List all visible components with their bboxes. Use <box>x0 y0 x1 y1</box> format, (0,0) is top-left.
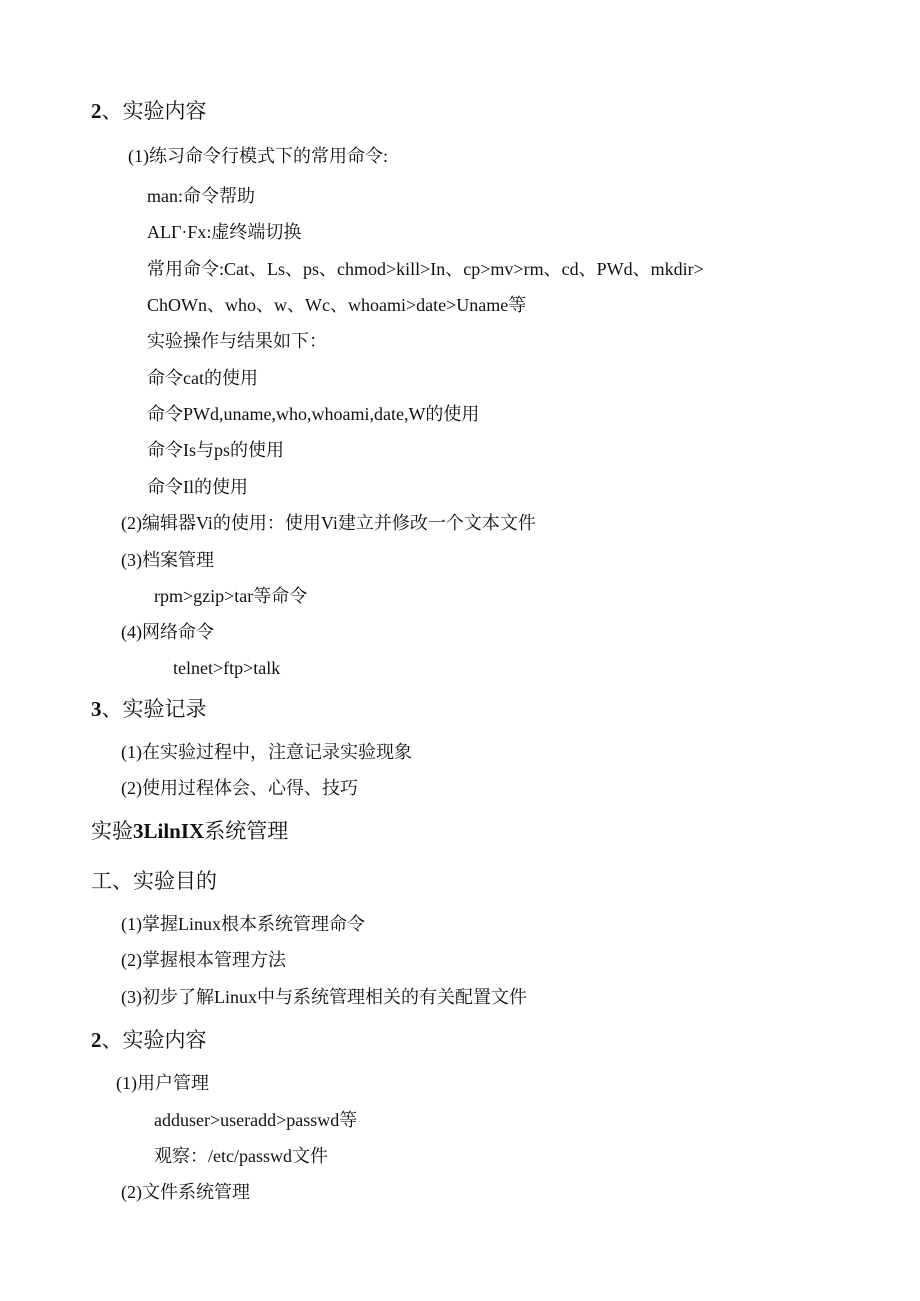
experiment-title <box>91 821 288 842</box>
list-item: rpm>gzip>tar等命令 <box>154 586 308 606</box>
heading-text: 、实验内容 <box>101 99 207 123</box>
title-prefix: 实验 <box>91 819 133 843</box>
list-item: 命令PWd,uname,who,whoami,date,W的使用 <box>147 404 480 424</box>
list-item: 实验操作与结果如下： <box>147 331 327 351</box>
list-item: (2)使用过程体会、心得、技巧 <box>121 778 358 798</box>
heading-number: 2 <box>91 1028 102 1052</box>
heading-text: 、实验内容 <box>101 1028 207 1052</box>
heading-text: 、实验记录 <box>101 697 207 721</box>
list-item: (2)掌握根本管理方法 <box>121 950 286 970</box>
list-item: (2)编辑器Vi的使用：使用Vi建立并修改一个文本文件 <box>121 513 536 533</box>
list-item: 命令cat的使用 <box>147 368 258 388</box>
heading-number: 2 <box>91 99 102 123</box>
list-item: (1)在实验过程中，注意记录实验现象 <box>121 742 412 762</box>
list-item: adduser>useradd>passwd等 <box>154 1110 358 1130</box>
list-item: (3)初步了解Linux中与系统管理相关的有关配置文件 <box>121 987 527 1007</box>
title-bold: 3LilnIX <box>133 819 205 843</box>
list-item: 命令Is与ps的使用 <box>147 440 285 460</box>
list-item: ALΓ·Fx:虚终端切换 <box>147 222 302 242</box>
section-heading-experiment-content <box>91 101 207 122</box>
list-item: telnet>ftp>talk <box>173 658 281 678</box>
list-item: 命令Il的使用 <box>147 477 248 497</box>
list-item: 观察：/etc/passwd文件 <box>154 1146 328 1166</box>
title-suffix: 系统管理 <box>204 819 289 843</box>
list-item: (1)用户管理 <box>116 1073 209 1093</box>
list-item: (4)网络命令 <box>121 622 214 642</box>
section-heading-experiment-goal: 工、实验目的 <box>91 869 217 893</box>
list-item: ChOWn、who、w、Wc、whoami>date>Uname等 <box>147 295 527 315</box>
heading-number: 3 <box>91 697 102 721</box>
list-item: 常用命令:Cat、Ls、ps、chmod>kill>In、cp>mv>rm、cd、PWd、mkdir> <box>147 259 704 279</box>
section-heading-experiment-record <box>91 699 207 720</box>
list-item: (1)掌握Linux根本系统管理命令 <box>121 914 365 934</box>
list-item: (2)文件系统管理 <box>121 1182 250 1202</box>
list-item: man:命令帮助 <box>147 186 255 206</box>
list-item: (1)练习命令行模式下的常用命令: <box>128 146 388 166</box>
list-item: (3)档案管理 <box>121 550 214 570</box>
section-heading-experiment-content-2 <box>91 1030 207 1051</box>
